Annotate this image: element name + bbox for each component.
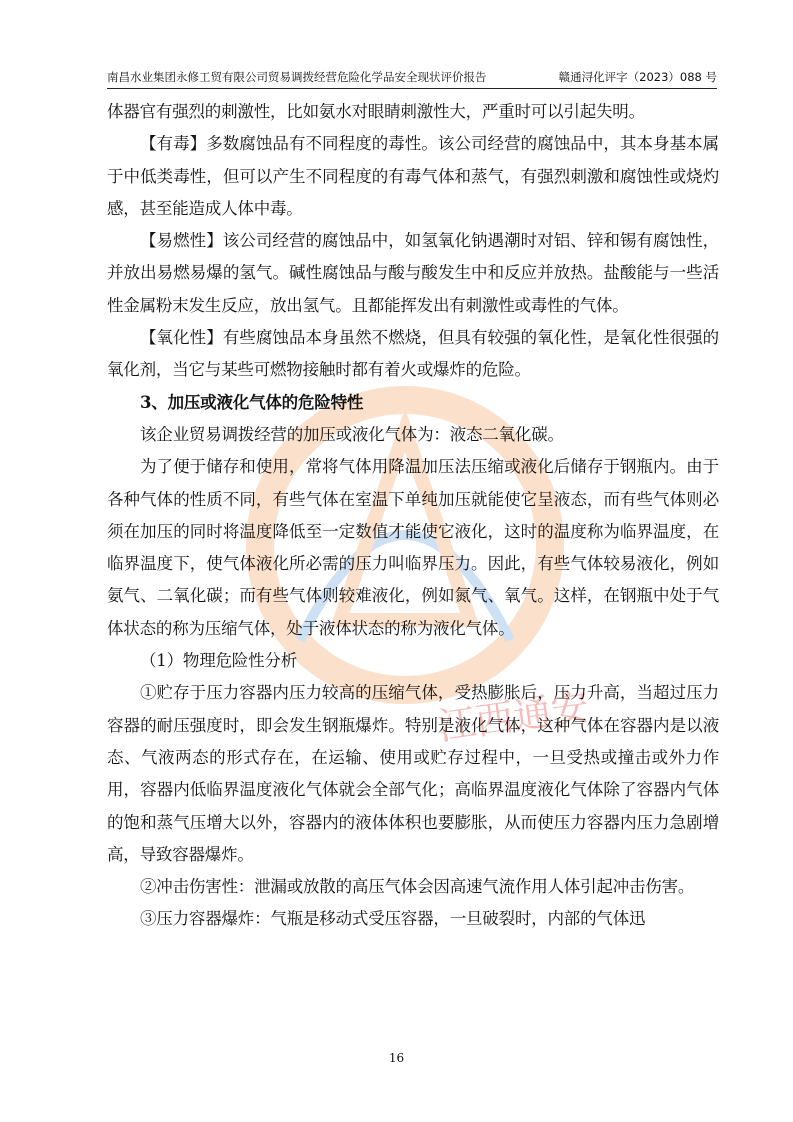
paragraph-oxidation: 【氧化性】有些腐蚀品本身虽然不燃烧，但具有较强的氧化性，是氧化性很强的氧化剂，当它与某些可燃物接触时都有着火或爆炸的危险。: [107, 328, 719, 380]
paragraph-hazard-1: ①贮存于压力容器内压力较高的压缩气体，受热膨胀后，压力升高，当超过压力容器的耐压强度时，即会发生钢瓶爆炸。特别是液化气体，这种气体在容器内是以液态、气液两态的形式存在，在运输、使用或贮存过程中，一旦受热或撞击或外力作用，容器内低临界温度液化气体就会全部气化；高临界温度液化气体除了容器内气体的饱和蒸气压增大以外，容器内的液体体积也要膨胀，从而使压力容器内压力急剧增高，导致容器爆炸。: [107, 683, 719, 864]
paragraph-toxicity: 【有毒】多数腐蚀品有不同程度的毒性。该公司经营的腐蚀品中，其本身基本属于中低类毒性，但可以产生不同程度的有毒气体和蒸气，有强烈刺激和腐蚀性或烧灼感，甚至能造成人体中毒。: [107, 134, 719, 218]
header-report-title: 南昌水业集团永修工贸有限公司贸易调拨经营危险化学品安全现状评价报告: [107, 70, 487, 84]
paragraph-gas-type: 该企业贸易调拨经营的加压或液化气体为：液态二氧化碳。: [140, 424, 564, 444]
section-heading: 3、加压或液化气体的危险特性: [140, 392, 364, 412]
paragraph-continuation: 体器官有强烈的刺激性，比如氨水对眼睛刺激性大，严重时可以引起失明。: [107, 102, 645, 121]
subsection-heading: （1）物理危险性分析: [140, 651, 297, 671]
paragraph-hazard-3: ③压力容器爆炸：气瓶是移动式受压容器，一旦破裂时，内部的气体迅: [140, 909, 646, 929]
paragraph-gas-storage: 为了便于储存和使用，常将气体用降温加压法压缩或液化后储存于钢瓶内。由于各种气体的性质不同，有些气体在室温下单纯加压就能使它呈液态，而有些气体则必须在加压的同时将温度降低至一定数值才能使它液化，这时的温度称为临界温度，在临界温度下，使气体液化所必需的压力叫临界压力。因此，有些气体较易液化，例如氨气、二氧化碳；而有些气体则较难液化，例如氮气、氧气。这样，在钢瓶中处于气体状态的称为压缩气体，处于液体状态的称为液化气体。: [107, 457, 719, 638]
document-body: [107, 96, 719, 936]
header-document-number: 赣通浔化评字（2023）088 号: [558, 70, 717, 84]
watermark-text: 江西通安: [435, 684, 592, 749]
page-header: [107, 66, 717, 89]
paragraph-hazard-2: ②冲击伤害性：泄漏或放散的高压气体会因高速气流作用人体引起冲击伤害。: [140, 877, 695, 897]
paragraph-flammability: 【易燃性】该公司经营的腐蚀品中，如氢氧化钠遇潮时对铝、锌和锡有腐蚀性，并放出易燃易爆的氢气。碱性腐蚀品与酸与酸发生中和反应并放热。盐酸能与一些活性金属粉末发生反应，放出氢气。且都能挥发出有刺激性或毒性的气体。: [107, 231, 719, 315]
page-number: 16: [388, 1051, 405, 1065]
